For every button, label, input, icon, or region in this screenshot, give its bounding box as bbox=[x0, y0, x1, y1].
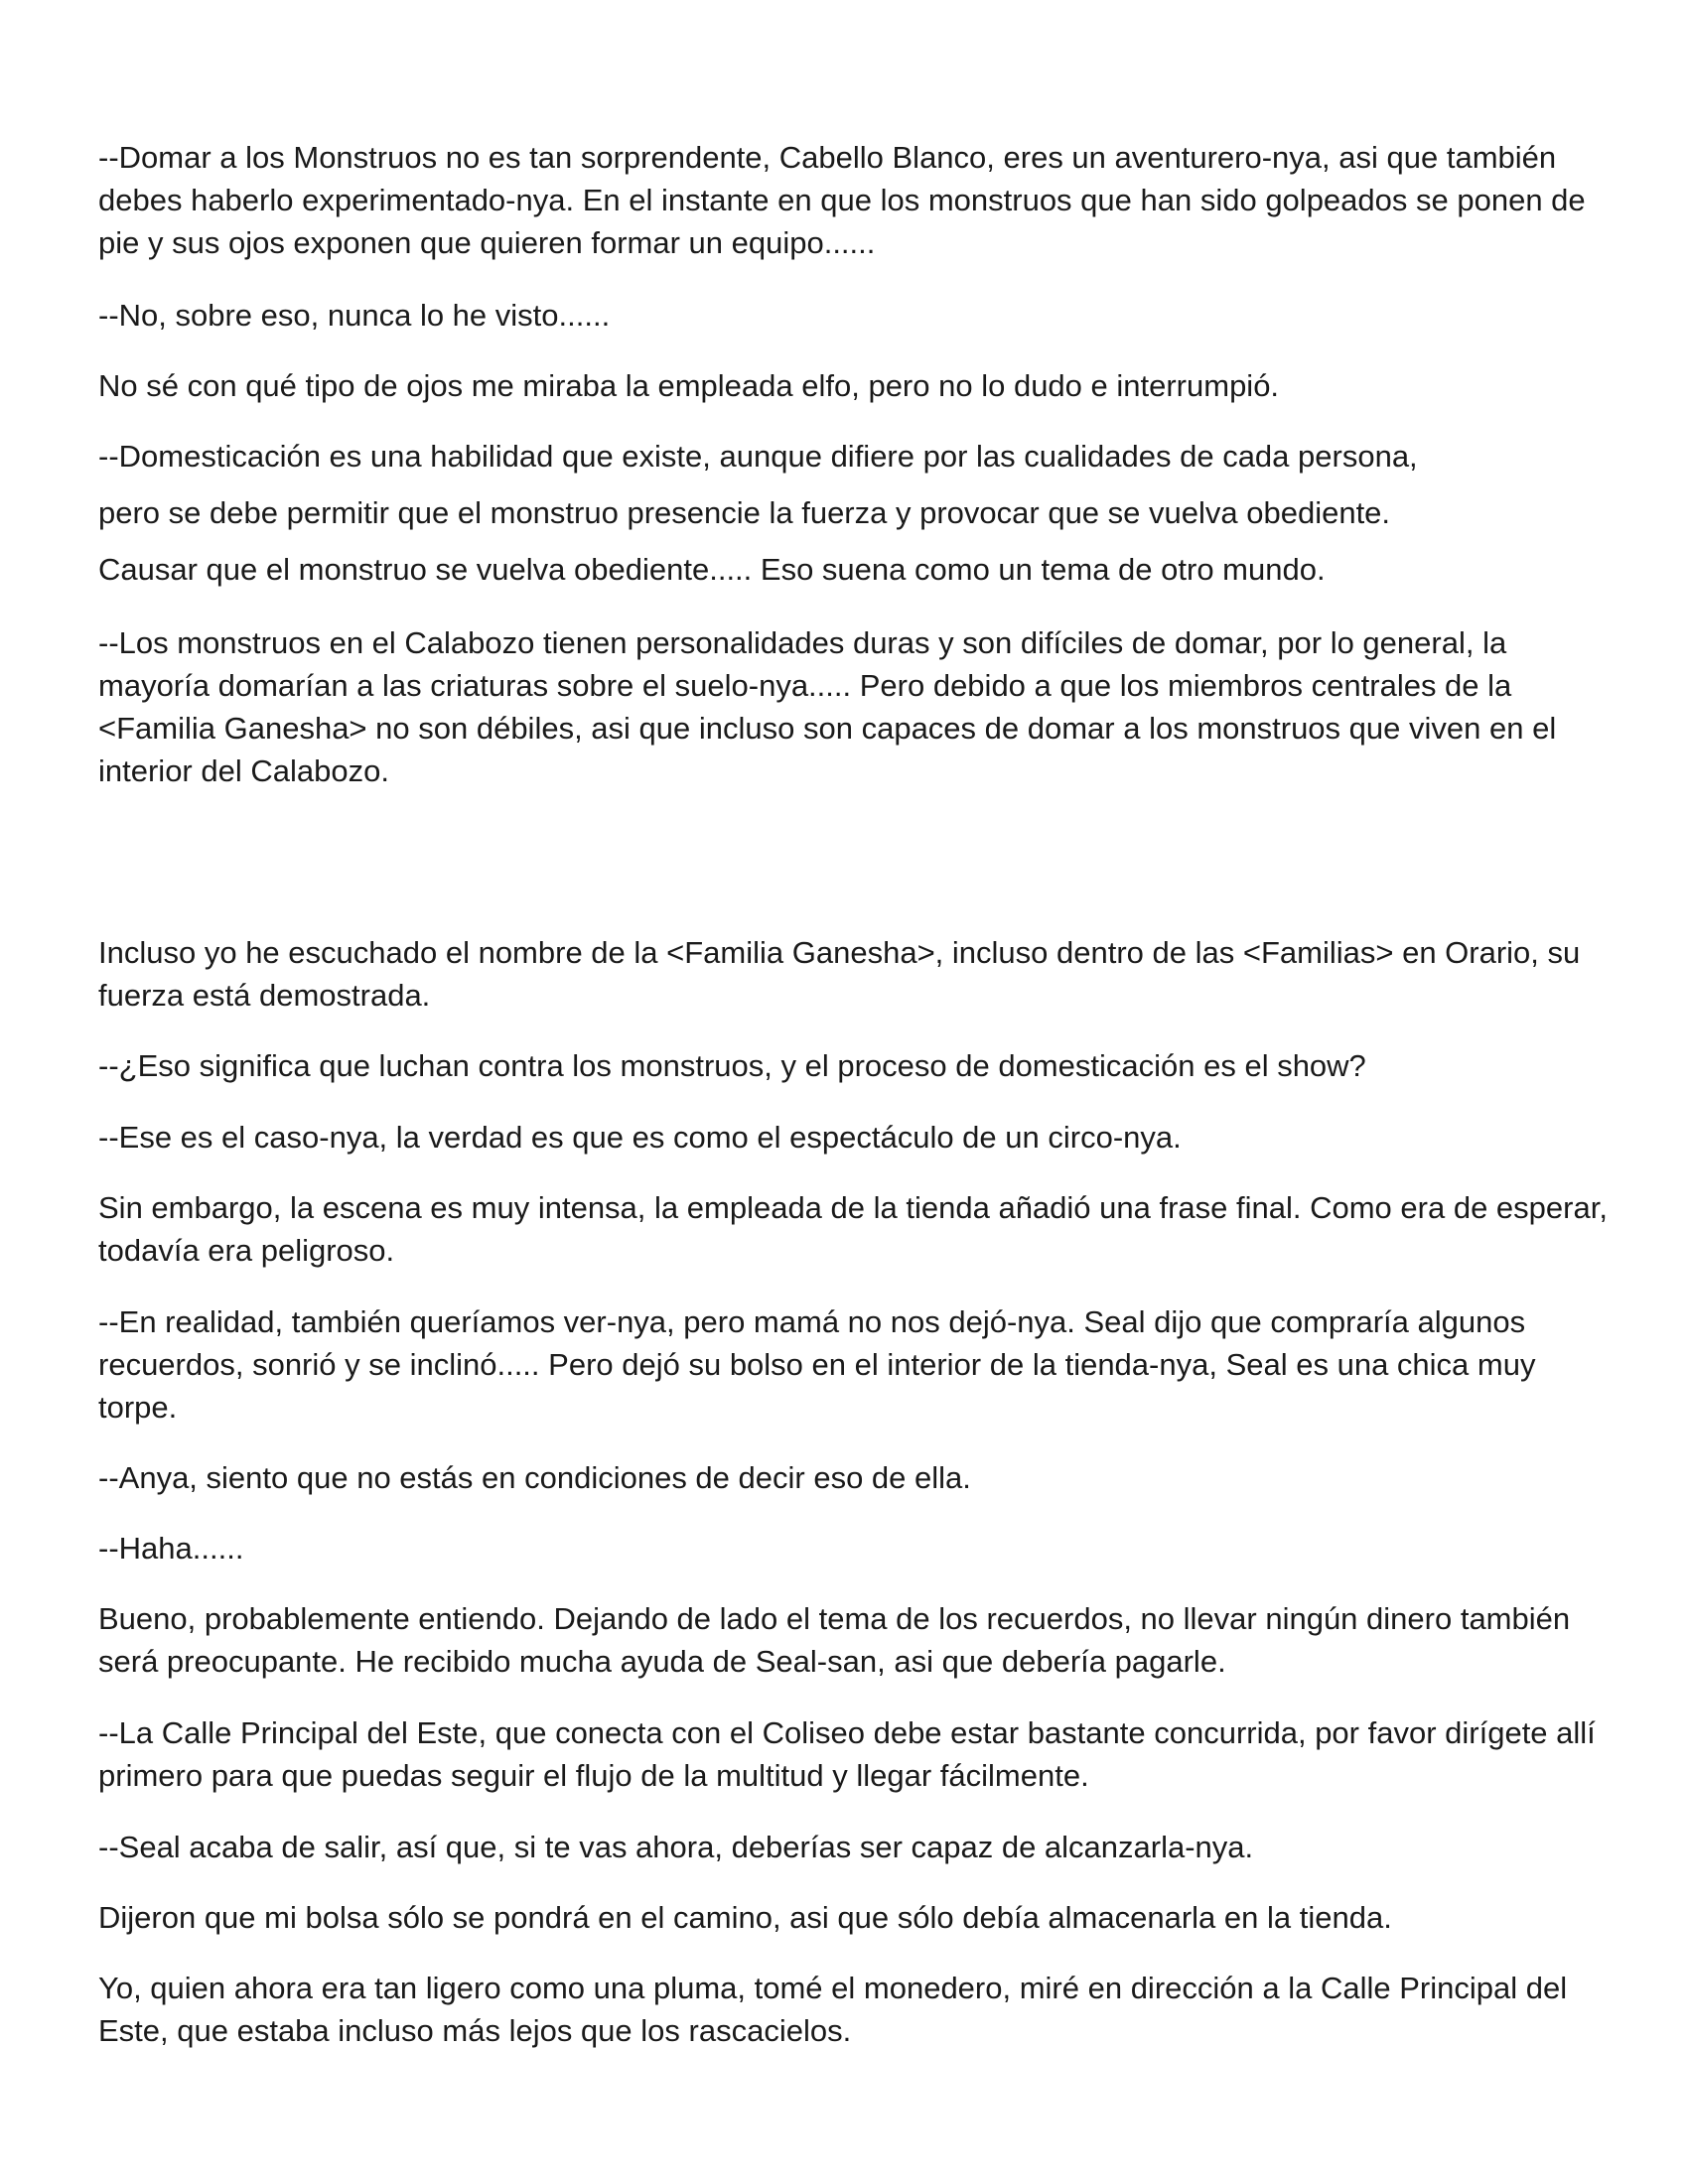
paragraph: Sin embargo, la escena es muy intensa, la empleada de la tienda añadió una frase final. Como era de esperar, todavía era peligroso. bbox=[98, 1190, 1608, 1268]
paragraph: --Domesticación es una habilidad que existe, aunque difiere por las cualidades de cada persona, bbox=[98, 439, 1418, 474]
paragraph: Incluso yo he escuchado el nombre de la <Familia Ganesha>, incluso dentro de las <Familias> en Orario, su fuerza está demostrada. bbox=[98, 935, 1581, 1013]
paragraph: --Los monstruos en el Calabozo tienen personalidades duras y son difíciles de domar, por lo general, la mayoría domarían a las criaturas sobre el suelo-nya..... Pero debido a que los miembros centrales de la <Familia Ganesha> no son débiles, asi que incluso son capaces de domar a los monstruos que viven en el interior del Calabozo. bbox=[98, 625, 1557, 788]
paragraph: pero se debe permitir que el monstruo presencie la fuerza y provocar que se vuelva obediente. bbox=[98, 495, 1391, 530]
paragraph: --¿Eso significa que luchan contra los monstruos, y el proceso de domesticación es el show? bbox=[98, 1048, 1366, 1083]
paragraph: Yo, quien ahora era tan ligero como una pluma, tomé el monedero, miré en dirección a la Calle Principal del Este, que estaba incluso más lejos que los rascacielos. bbox=[98, 1971, 1568, 2048]
paragraph: --Seal acaba de salir, así que, si te vas ahora, deberías ser capaz de alcanzarla-nya. bbox=[98, 1830, 1254, 1864]
paragraph: Dijeron que mi bolsa sólo se pondrá en el camino, asi que sólo debía almacenarla en la tienda. bbox=[98, 1900, 1392, 1935]
paragraph: --No, sobre eso, nunca lo he visto...... bbox=[98, 298, 611, 333]
paragraph: --En realidad, también queríamos ver-nya, pero mamá no nos dejó-nya. Seal dijo que compraría algunos recuerdos, sonrió y se inclinó..... Pero dejó su bolso en el interior de la tienda-nya, Seal es una chica muy torpe. bbox=[98, 1304, 1536, 1425]
paragraph: --Ese es el caso-nya, la verdad es que es como el espectáculo de un circo-nya. bbox=[98, 1120, 1182, 1155]
paragraph: --La Calle Principal del Este, que conecta con el Coliseo debe estar bastante concurrida, por favor dirígete allí primero para que puedas seguir el flujo de la multitud y llegar fácilmente. bbox=[98, 1715, 1596, 1793]
paragraph: --Anya, siento que no estás en condiciones de decir eso de ella. bbox=[98, 1460, 971, 1495]
paragraph: Bueno, probablemente entiendo. Dejando de lado el tema de los recuerdos, no llevar ningún dinero también será preocupante. He recibido mucha ayuda de Seal-san, asi que debería pagarle. bbox=[98, 1601, 1571, 1679]
paragraph: Causar que el monstruo se vuelva obediente..... Eso suena como un tema de otro mundo. bbox=[98, 552, 1326, 587]
paragraph: --Haha...... bbox=[98, 1531, 244, 1566]
paragraph: --Domar a los Monstruos no es tan sorprendente, Cabello Blanco, eres un aventurero-nya, asi que también debes haberlo experimentado-nya. En el instante en que los monstruos que han sido golpeados se ponen de pie y sus ojos exponen que quieren formar un equipo...... bbox=[98, 140, 1586, 260]
paragraph: No sé con qué tipo de ojos me miraba la empleada elfo, pero no lo dudo e interrumpió. bbox=[98, 368, 1280, 403]
